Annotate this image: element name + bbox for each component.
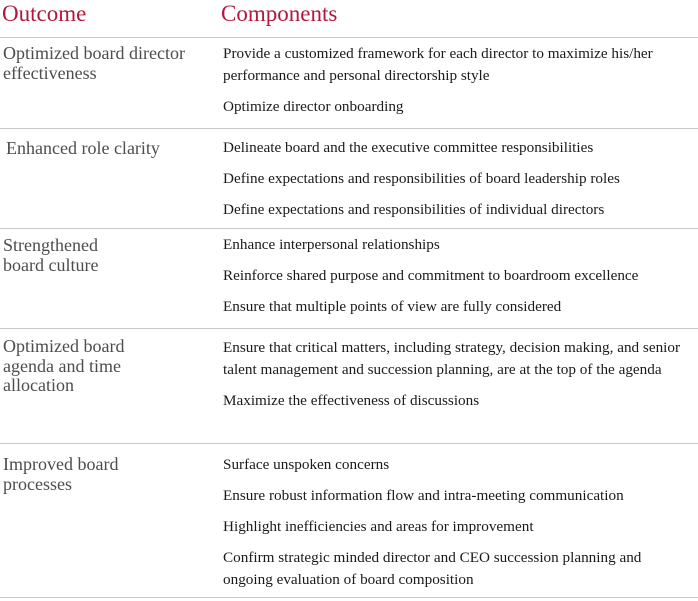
component-item: Ensure that multiple points of view are fully considered	[223, 298, 562, 315]
table-row-director-effectiveness	[0, 38, 698, 129]
table-header	[0, 0, 698, 38]
table-row-agenda-allocation	[0, 329, 698, 444]
component-item: Confirm strategic minded director and CEO succession planning and ongoing evaluation of board composition	[223, 549, 642, 588]
outcome-column-header: Outcome	[2, 1, 87, 26]
outcome-cell: Improved board processes	[3, 454, 119, 494]
component-item: Optimize director onboarding	[223, 98, 404, 115]
table-row-role-clarity	[0, 129, 698, 229]
table-row-board-processes	[0, 444, 698, 598]
components-cell	[223, 43, 695, 127]
component-item: Surface unspoken concerns	[223, 456, 390, 473]
components-column-header: Components	[221, 1, 338, 26]
components-cell	[223, 454, 695, 600]
component-item: Define expectations and responsibilities of board leadership roles	[223, 170, 620, 187]
outcome-cell: Enhanced role clarity	[6, 138, 160, 158]
component-item: Maximize the effectiveness of discussions	[223, 392, 480, 409]
outcome-cell: Optimized board director effectiveness	[3, 43, 185, 83]
component-item: Enhance interpersonal relationships	[223, 236, 440, 253]
outcome-cell: Strengthened board culture	[3, 235, 99, 275]
components-cell	[223, 137, 695, 230]
components-cell	[223, 234, 695, 327]
component-item: Reinforce shared purpose and commitment to boardroom excellence	[223, 267, 639, 284]
components-cell	[223, 337, 695, 421]
component-item: Define expectations and responsibilities of individual directors	[223, 201, 605, 218]
component-item: Delineate board and the executive committee responsibilities	[223, 139, 594, 156]
component-item: Ensure that critical matters, including strategy, decision making, and senior talent management and succession planning, are at the top of the agenda	[223, 339, 681, 378]
component-item: Provide a customized framework for each director to maximize his/her performance and personal directorship style	[223, 45, 653, 84]
outcome-cell: Optimized board agenda and time allocation	[3, 336, 125, 395]
table-row-board-culture	[0, 229, 698, 329]
component-item: Highlight inefficiencies and areas for improvement	[223, 518, 534, 535]
component-item: Ensure robust information flow and intra-meeting communication	[223, 487, 624, 504]
